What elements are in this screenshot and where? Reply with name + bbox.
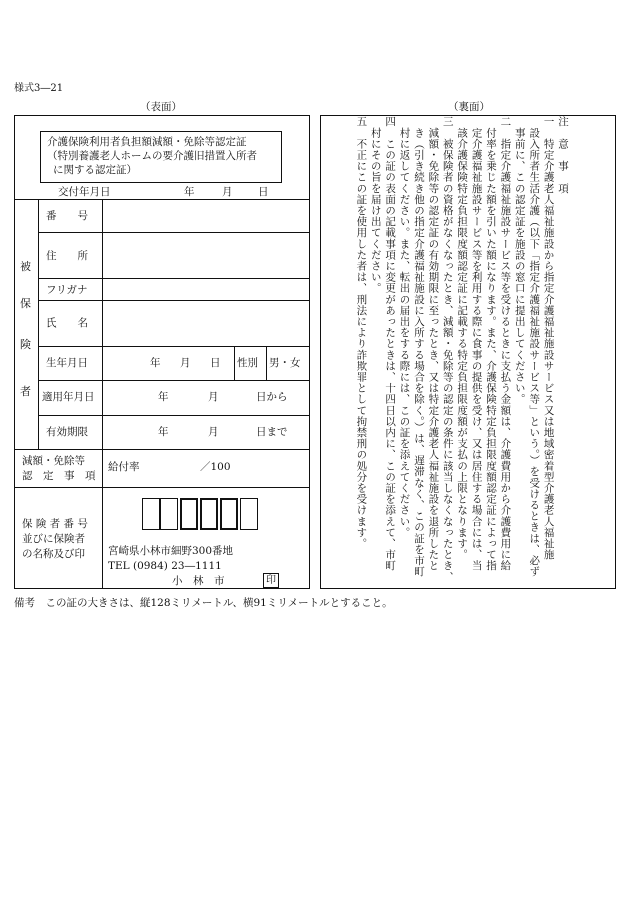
grid-line	[14, 449, 310, 450]
grid-line	[38, 346, 310, 347]
birthdate-label: 生年月日	[46, 357, 88, 369]
furigana-label: フリガナ	[46, 284, 88, 296]
sex-label: 性別	[237, 357, 258, 369]
insurer-number-box	[200, 498, 218, 530]
insurer-number-box	[180, 498, 198, 530]
name-label: 氏 名	[46, 317, 88, 329]
issue-year: 年	[184, 186, 195, 198]
grid-line	[14, 199, 310, 200]
insurer-tel: TEL (0984) 23―1111	[108, 560, 222, 572]
valid-year: 年	[158, 426, 169, 438]
issue-day: 日	[258, 186, 269, 198]
valid-month: 月	[208, 426, 219, 438]
insured-char-4: 者	[20, 385, 31, 398]
birth-year: 年	[150, 357, 161, 369]
sex-value: 男・女	[269, 357, 301, 369]
birth-day: 日	[210, 357, 221, 369]
insurer-number-box	[220, 498, 238, 530]
back-notes: 注 意 事 項 一 特定介護老人福祉施設から指定介護福祉施設サービス又は地域密着型介護老人福祉施 設入所者生活介護（以下「指定介護福祉施設サービス等」という。）を受けるときは、必ず 事前に、この認定証を施設の窓口に提出してください。 二 指定介護福祉施設サービス等を受けるときに支払う金額は、介護費用から介護費用に給 付率を乗じた額を引いた額になります。また、介護保険特定負担限度額認定証によって指 定介護福祉施設サービス等を利用する際に食事の提供を受け、又は居住する場合には、当 該介護保険特定負担限度額認定証に記載する特定負担限度額が支払の上限となります。 三 被保険者の資格がなくなったとき、減額・免除等の認定の条件に該当しなくなったとき、 減額・免除等の認定証の有効期限に至ったとき、又は特定介護老人福祉施設を退所したと き（引き続き他の指定介護福祉施設に入所する場合を除く。）は、遅滞なく、この証を市町 村に返してください。また、転出の届出をする際には、この証を添えてください。 四 この証の表面の記載事項に変更があったときは、十四日以内に、この証を添えて、市町 村にその旨を届け出てください。 五 不正にこの証を使用した者は、刑法により詐欺罪として拘禁刑の処分を受けます。	[355, 116, 569, 583]
applied-date-label: 適用年月日	[42, 391, 95, 403]
birth-month: 月	[180, 357, 191, 369]
grid-line	[38, 415, 310, 416]
insured-char-3: 険	[20, 338, 31, 351]
valid-period-label: 有効期限	[46, 426, 88, 438]
issue-month: 月	[222, 186, 233, 198]
insurer-address: 宮崎県小林市細野300番地	[108, 545, 234, 557]
insurer-number-box	[160, 498, 178, 530]
issue-date-label: 交付年月日	[58, 186, 111, 198]
form-id: 様式3―21	[14, 83, 64, 94]
insurer-name: 小 林 市	[172, 575, 225, 587]
grid-line	[38, 232, 310, 233]
size-note: 備考 この証の大きさは、縦128ミリメートル、横91ミリメートルとすること。	[14, 597, 393, 609]
insurer-label-2: 並びに保険者	[22, 533, 85, 545]
insurer-number-box	[240, 498, 258, 530]
applied-month: 月	[208, 391, 219, 403]
applied-year: 年	[158, 391, 169, 403]
front-label: （表面）	[140, 101, 182, 113]
applied-suffix: 日から	[256, 391, 288, 403]
address-label: 住 所	[46, 250, 88, 262]
insurer-label-3: の名称及び印	[22, 548, 85, 560]
insurer-label-1: 保 険 者 番 号	[22, 518, 88, 530]
title-line-2: （特別養護老人ホームの要介護旧措置入所者	[47, 150, 257, 162]
insured-char-1: 被	[20, 260, 31, 273]
insured-char-2: 保	[20, 297, 31, 310]
title-line-3: に関する認定証）	[53, 164, 137, 176]
grid-line	[266, 346, 267, 380]
reduction-label-1: 減額・免除等	[22, 455, 85, 467]
grid-line	[38, 278, 310, 279]
seal-stamp: 印	[263, 573, 279, 588]
insurer-number-box	[142, 498, 160, 530]
grid-line	[38, 300, 310, 301]
grid-line	[234, 346, 235, 380]
grid-line	[38, 199, 39, 449]
certificate-title	[40, 131, 282, 183]
grid-line	[38, 380, 310, 381]
valid-suffix: 日まで	[256, 426, 288, 438]
benefit-rate-value: ／100	[200, 461, 231, 473]
title-line-1: 介護保険利用者負担額減額・免除等認定証	[47, 136, 247, 148]
grid-line	[14, 487, 310, 488]
back-label: （裏面）	[448, 101, 490, 113]
grid-line	[102, 199, 103, 589]
benefit-rate-label: 給付率	[108, 461, 140, 473]
reduction-label-2: 認 定 事 項	[22, 470, 96, 482]
number-label: 番 号	[46, 210, 88, 222]
